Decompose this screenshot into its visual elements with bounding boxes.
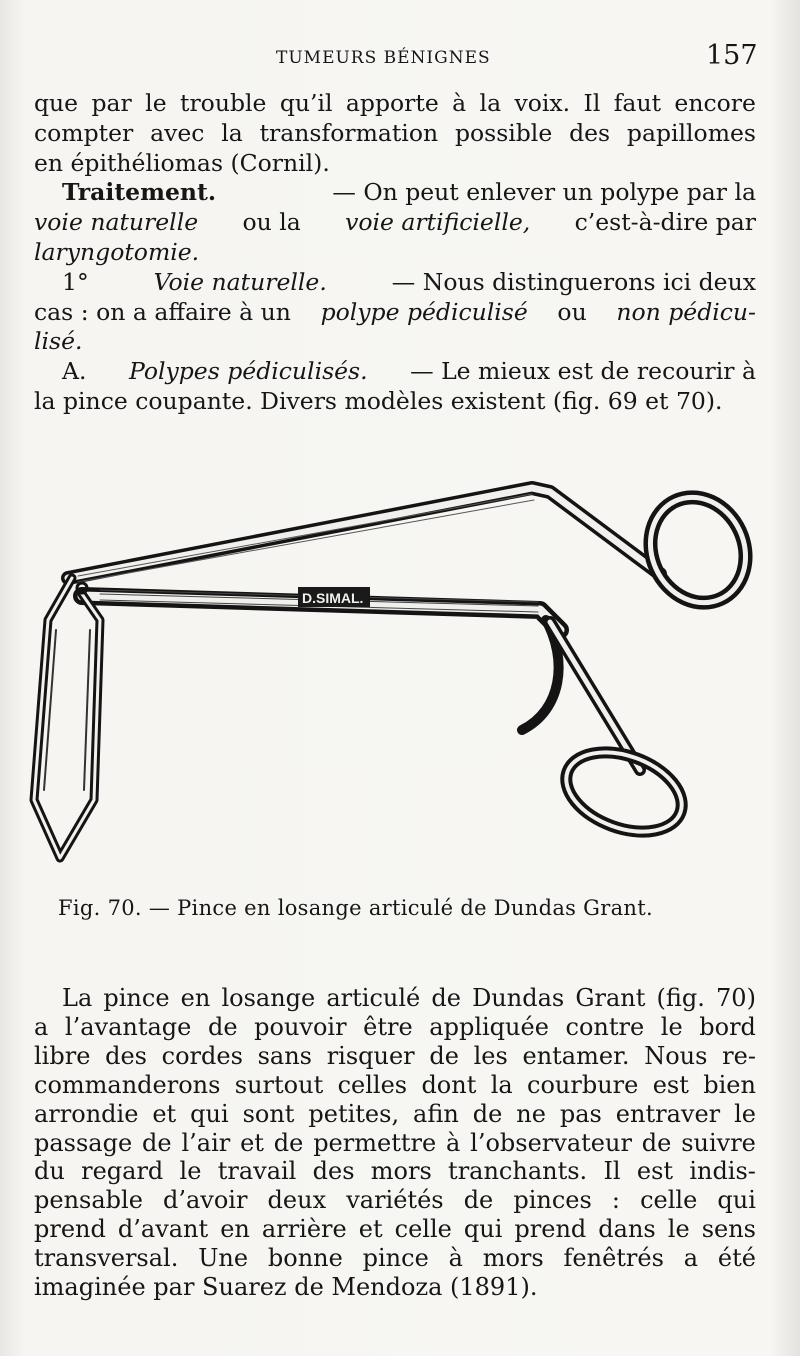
word: suivre [681,1128,756,1157]
word: passage [34,1128,133,1157]
word: le [667,1215,690,1244]
word: afin [413,1099,459,1128]
text-span: ou la [242,208,301,237]
forceps-illustration [20,470,780,870]
italic-term: Polypes pédiculisés. [128,357,368,386]
word: fenêtrés [563,1244,664,1273]
word: bonne [267,1244,343,1273]
word: à [452,89,467,117]
text-line [34,119,756,149]
word: : [611,1186,621,1215]
word: de [207,1012,238,1041]
text-span [34,89,756,119]
text-span: — On peut enlever un polype par la [332,178,756,207]
italic-term: voie naturelle [34,208,199,237]
word: prend [514,1215,587,1244]
italic-term: Voie naturelle. [153,267,327,296]
word: a [683,1244,699,1273]
word: faut [613,89,662,117]
word: La [62,984,93,1012]
word: de [429,1041,459,1070]
word: du [34,1157,65,1186]
bottom-paragraph [34,984,756,1302]
text-line [34,208,756,238]
word: pensable [34,1186,143,1215]
page-number: 157 [706,40,758,71]
word: pinces [513,1186,592,1215]
word: la [221,118,243,147]
word: le [734,1099,756,1128]
text-span [34,1100,756,1129]
word: qui [463,1215,503,1244]
word: d’avoir [162,1186,248,1215]
text-span: 1° [62,267,89,296]
running-head [0,40,800,80]
word: à [448,1244,463,1273]
text-span: A. [62,357,87,386]
word: de [641,1128,672,1157]
italic-term: lisé. [34,327,83,356]
word: transformation [259,118,439,147]
word: l’avantage [64,1012,192,1041]
text-line [34,1042,756,1071]
italic-term: non pédicu- [616,297,756,326]
word: dans [598,1215,656,1244]
text-line [34,1100,756,1129]
text-line [34,1129,756,1158]
word: qu’il [279,89,333,117]
word: prend [34,1215,106,1244]
word: mors [482,1244,544,1273]
running-title: TUMEURS BÉNIGNES [276,48,491,68]
word: arrondie [34,1099,139,1128]
word: Nous [644,1041,708,1070]
text-span: la pince coupante. Divers modèles existent (fig. 69 et 70). [34,386,723,415]
text-line [34,1157,756,1186]
text-span: cas : on a affaire à un [34,297,291,326]
word: par [91,89,132,117]
word: encore [674,89,756,117]
text-line [34,1013,756,1042]
word: le [145,89,167,117]
text-span: c’est-à-dire par [574,208,756,237]
word: de [472,1099,503,1128]
word: commanderons [34,1070,221,1099]
word: articulé [326,984,421,1012]
text-line [34,387,756,417]
word: 70) [716,984,756,1012]
word: dont [421,1070,477,1099]
word: risquer [326,1041,415,1070]
text-span: en épithéliomas (Cornil). [34,148,330,177]
text-line [34,238,756,268]
word: celle [394,1215,452,1244]
word: la [490,1070,513,1099]
text-span: ou [557,297,587,326]
word: losange [221,984,316,1012]
top-paragraphs [34,89,756,417]
word: indis- [689,1157,756,1186]
text-span [34,1013,756,1042]
word: mors [370,1157,432,1186]
text-span: — Nous distinguerons ici deux [391,267,756,296]
text-line [34,268,756,298]
word: voix. [514,89,571,117]
text-span [34,1157,756,1186]
text-line [34,357,756,387]
word: (fig. [656,984,705,1012]
word: compter [34,118,134,147]
word: l’observateur [470,1128,632,1157]
word: surtout [234,1070,324,1099]
engraving-text: D.SIMAL. [302,590,364,606]
word: pince [103,984,170,1012]
word: pouvoir [254,1012,347,1041]
text-span [34,119,756,149]
word: à [446,1128,461,1157]
text-span [34,1244,756,1273]
word: re- [722,1041,756,1070]
word: sens [701,1215,756,1244]
word: Il [583,89,601,117]
word: des [569,118,611,147]
text-line [34,1071,756,1100]
text-span: — Le mieux est de recourir à [410,357,756,386]
text-line [34,149,756,179]
word: pas [559,1099,602,1128]
word: de [431,984,461,1012]
word: qui [717,1186,756,1215]
text-span [34,1186,756,1215]
word: le [660,1012,683,1041]
section-heading: Traitement. [62,178,217,207]
word: arrière [261,1215,347,1244]
word: et [152,1099,177,1128]
word: bord [699,1012,756,1041]
italic-term: laryngotomie. [34,237,200,266]
word: la [479,89,502,117]
figure-caption: Fig. 70. — Pince en losange articulé de Dundas Grant. [58,896,653,920]
text-span [62,984,756,1013]
text-span [34,1129,756,1158]
word: petites, [308,1099,400,1128]
word: des [312,1157,355,1186]
word: de [142,1128,172,1157]
text-line [34,1186,756,1215]
word: a [34,1012,49,1041]
word: courbure [527,1070,639,1099]
word: les [473,1041,508,1070]
text-line [34,89,756,119]
word: Une [198,1244,249,1273]
word: sans [257,1041,312,1070]
word: libre [34,1041,91,1070]
word: et [240,1128,264,1157]
word: et [358,1215,383,1244]
word: variétés [346,1186,444,1215]
word: que [34,89,79,117]
word: est [652,1070,689,1099]
word: est [636,1157,674,1186]
text-line [34,984,756,1013]
word: le [179,1157,202,1186]
word: tranchants. [448,1157,588,1186]
word: en [180,984,211,1012]
word: apporte [345,89,439,117]
word: appliquée [429,1012,549,1041]
word: Il [603,1157,621,1186]
word: avec [150,118,205,147]
word: contre [565,1012,645,1041]
word: Dundas [472,984,565,1012]
text-span [34,1215,756,1244]
word: Grant [575,984,646,1012]
word: l’air [181,1128,231,1157]
word: être [363,1012,413,1041]
word: transversal. [34,1244,179,1273]
text-span: imaginée par Suarez de Mendoza (1891). [34,1273,538,1302]
word: cordes [161,1041,243,1070]
word: de [463,1186,494,1215]
italic-term: polype pédiculisé [320,297,528,326]
word: pince [362,1244,429,1273]
italic-term: voie artificielle, [345,208,531,237]
word: celle [640,1186,698,1215]
text-line [34,178,756,208]
text-span [34,1071,756,1100]
text-line [34,1244,756,1273]
word: été [717,1244,756,1273]
word: possible [454,118,553,147]
text-line [34,1273,756,1302]
word: entraver [615,1099,721,1128]
forceps-drawing [20,470,780,870]
word: de [273,1128,304,1157]
word: travail [217,1157,297,1186]
word: qui [190,1099,229,1128]
word: en [220,1215,250,1244]
word: deux [267,1186,327,1215]
word: entamer. [522,1041,630,1070]
word: celles [337,1070,408,1099]
word: d’avant [117,1215,209,1244]
word: regard [81,1157,164,1186]
text-line [34,298,756,328]
text-line [34,327,756,357]
text-span [34,1042,756,1071]
word: trouble [180,89,267,117]
word: papillomes [626,118,756,147]
word: bien [703,1070,756,1099]
text-line [34,1215,756,1244]
word: des [105,1041,147,1070]
word: permettre [313,1128,437,1157]
word: ne [516,1099,546,1128]
word: sont [242,1099,295,1128]
